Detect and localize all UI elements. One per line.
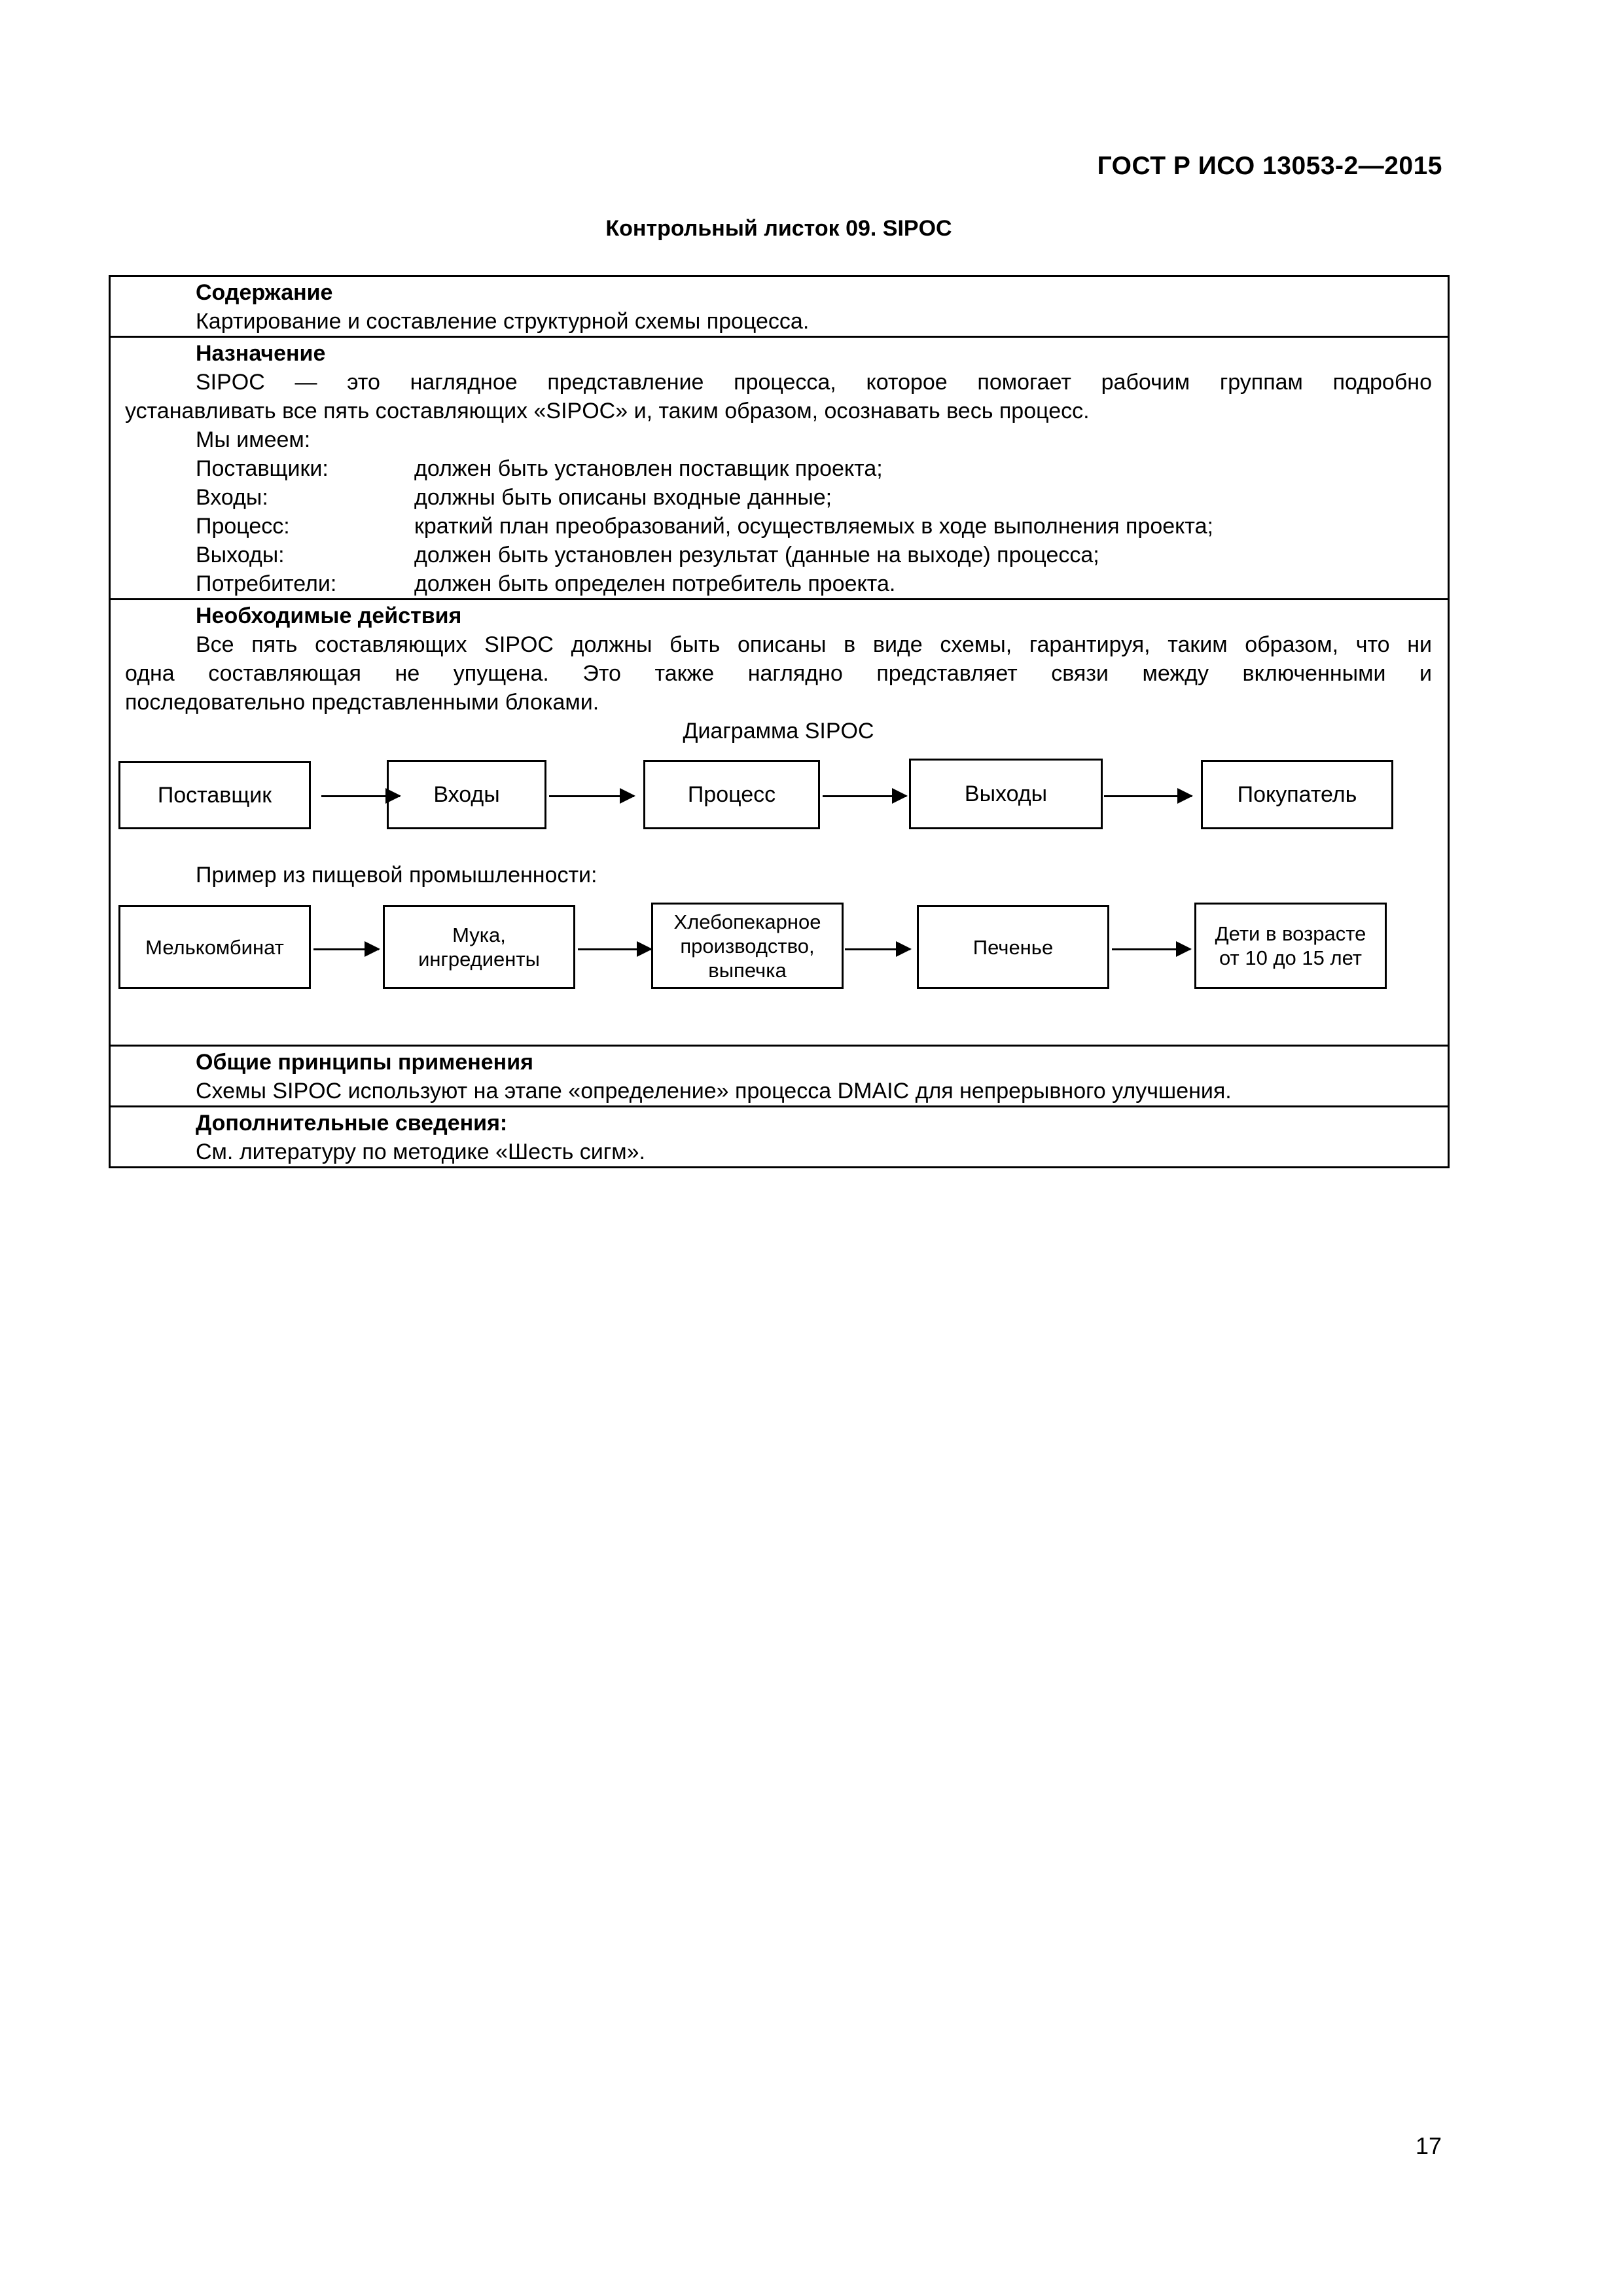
definition-term: Поставщики:	[196, 456, 329, 481]
document-code: ГОСТ Р ИСО 13053-2—2015	[1097, 152, 1442, 180]
arrow-connector	[578, 948, 651, 950]
arrow-connector	[1104, 795, 1192, 797]
example-box-children: Дети в возрасте от 10 до 15 лет	[1194, 903, 1387, 989]
example-box-flour: Мука, ингредиенты	[383, 905, 575, 989]
arrow-connector	[823, 795, 906, 797]
definition-desc: должен быть определен потребитель проекта.	[414, 571, 896, 596]
example-diagram	[125, 889, 1432, 997]
definition-item	[125, 541, 1432, 569]
definition-term: Выходы:	[196, 543, 285, 567]
arrow-connector	[313, 948, 379, 950]
diagram-title: Диаграмма SIPOC	[683, 719, 874, 744]
checklist-table	[109, 275, 1450, 1168]
section-heading: Общие принципы применения	[196, 1050, 533, 1075]
paragraph-line: SIPOC — это наглядное представление процесса, которое помогает рабочим группам подробно	[196, 370, 1432, 395]
section-heading: Необходимые действия	[196, 603, 462, 628]
definition-term: Входы:	[196, 485, 268, 510]
example-box-mill: Мелькомбинат	[118, 905, 311, 989]
arrow-connector	[845, 948, 910, 950]
section-text: Картирование и составление структурной схемы процесса.	[196, 309, 810, 334]
section-text: Схемы SIPOC используют на этапе «определение» процесса DMAIC для непрерывного улучшения.	[196, 1079, 1232, 1103]
diagram-box-supplier: Поставщик	[118, 761, 311, 829]
diagram-box-outputs: Выходы	[909, 759, 1103, 829]
we-have-label: Мы имеем:	[196, 427, 311, 452]
section-additional	[111, 1105, 1448, 1166]
definition-item	[125, 512, 1432, 541]
definition-desc: должны быть описаны входные данные;	[414, 485, 832, 510]
page-number: 17	[1415, 2132, 1442, 2159]
paragraph-line: устанавливать все пять составляющих «SIPOC» и, таким образом, осознавать весь процесс.	[125, 399, 1090, 423]
example-box-bakery: Хлебопекарное производство, выпечка	[651, 903, 844, 989]
arrow-connector	[1112, 948, 1190, 950]
arrow-connector	[549, 795, 634, 797]
checklist-title: Контрольный листок 09. SIPOC	[605, 216, 952, 241]
definition-item	[125, 454, 1432, 483]
sipoc-diagram	[125, 745, 1432, 857]
paragraph-line: последовательно представленными блоками.	[125, 690, 599, 715]
diagram-box-inputs: Входы	[387, 760, 546, 829]
paragraph-line: Все пять составляющих SIPOC должны быть описаны в виде схемы, гарантируя, таким образом, что ни	[196, 632, 1432, 657]
definition-desc: должен быть установлен поставщик проекта;	[414, 456, 883, 481]
section-purpose	[111, 336, 1448, 598]
diagram-box-customer: Покупатель	[1201, 760, 1393, 829]
section-text: См. литературу по методике «Шесть сигм».	[196, 1139, 645, 1164]
section-heading: Назначение	[196, 341, 326, 366]
section-content	[111, 277, 1448, 336]
section-actions	[111, 598, 1448, 1045]
definition-term: Процесс:	[196, 514, 290, 539]
section-principles	[111, 1045, 1448, 1105]
definition-item	[125, 483, 1432, 512]
section-heading: Содержание	[196, 280, 333, 305]
definition-desc: краткий план преобразований, осуществляемых в ходе выполнения проекта;	[414, 514, 1213, 539]
example-label: Пример из пищевой промышленности:	[196, 863, 597, 888]
section-heading: Дополнительные сведения:	[196, 1111, 508, 1136]
definition-item	[125, 569, 1432, 598]
definition-term: Потребители:	[196, 571, 337, 596]
paragraph-line: одна составляющая не упущена. Это также наглядно представляет связи между включенными и	[125, 661, 1432, 686]
example-box-cookies: Печенье	[917, 905, 1109, 989]
definition-desc: должен быть установлен результат (данные на выходе) процесса;	[414, 543, 1099, 567]
diagram-box-process: Процесс	[643, 760, 820, 829]
